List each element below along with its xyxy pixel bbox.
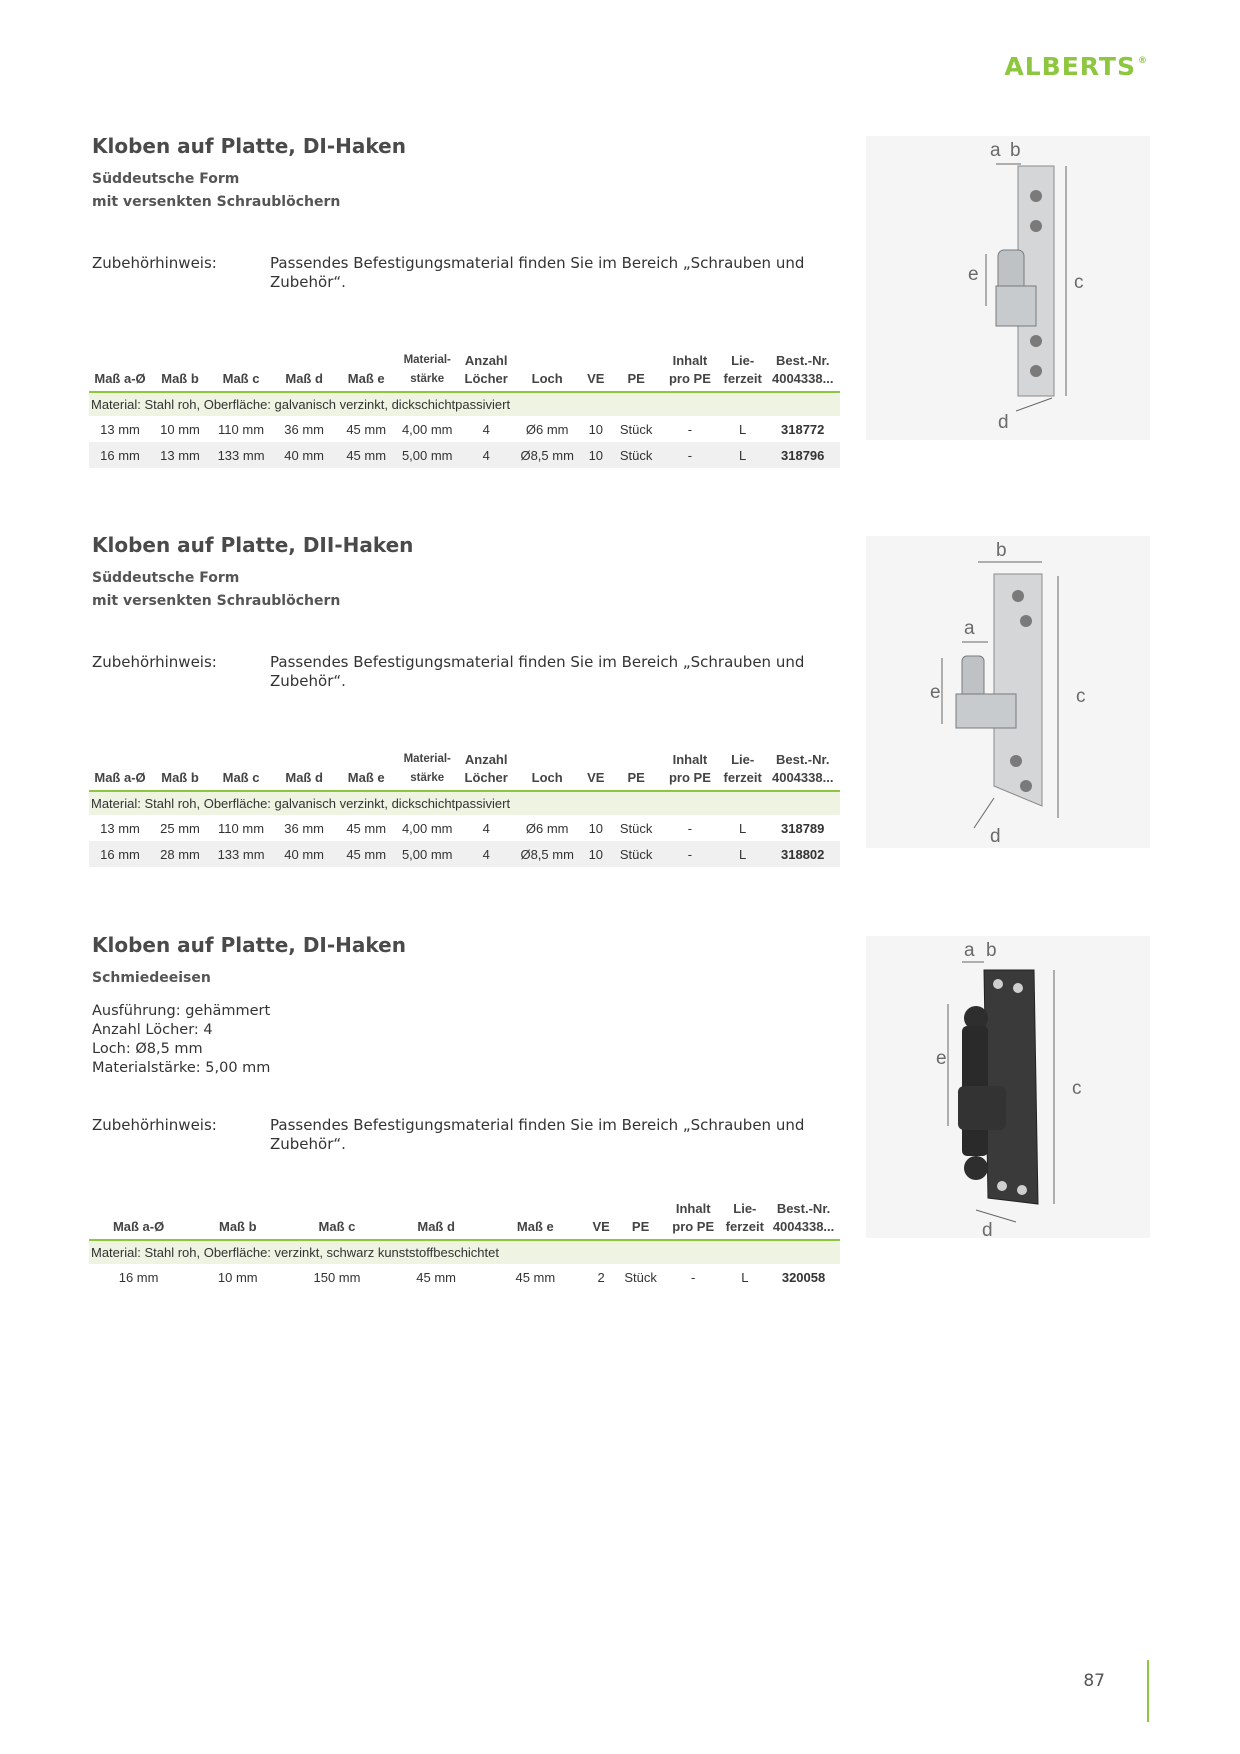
order-number: 318796 xyxy=(765,442,840,468)
product-subtitle: mit versenkten Schraublöchern xyxy=(92,593,341,609)
svg-text:d: d xyxy=(998,412,1009,433)
product-title: Kloben auf Platte, DI-Haken xyxy=(92,134,406,158)
svg-text:c: c xyxy=(1076,686,1086,707)
page-number-divider xyxy=(1147,1660,1149,1722)
accessory-hint: Zubehörhinweis: Passendes Befestigungsmaterial finden Sie im Bereich „Schrauben und Zubehör“. xyxy=(92,254,805,291)
svg-text:e: e xyxy=(968,264,979,285)
order-number: 320058 xyxy=(781,1269,826,1285)
svg-text:b: b xyxy=(996,540,1007,561)
material-row: Material: Stahl roh, Oberfläche: galvanisch verzinkt, dickschichtpassiviert xyxy=(89,392,840,416)
table-row: 13 mm 10 mm 110 mm 36 mm 45 mm 4,00 mm 4 Ø6 mm 10 Stück - L 318772 xyxy=(89,416,840,442)
order-number: 318789 xyxy=(781,820,825,836)
accessory-hint: Zubehörhinweis: Passendes Befestigungsmaterial finden Sie im Bereich „Schrauben und Zubehör“. xyxy=(92,653,805,690)
svg-text:e: e xyxy=(936,1048,947,1069)
svg-text:d: d xyxy=(990,826,1001,847)
page-number: 87 xyxy=(1083,1671,1105,1691)
table-row: 16 mm 28 mm 133 mm 40 mm 45 mm 5,00 mm 4 Ø8,5 mm 10 Stück - L 318802 xyxy=(89,841,840,867)
product-subtitle: mit versenkten Schraublöchern xyxy=(92,194,341,210)
hinge-diagram xyxy=(866,536,1150,848)
brand-logo: ALBERTS ® xyxy=(1004,52,1148,81)
product-title: Kloben auf Platte, DI-Haken xyxy=(92,933,406,957)
table-header-row: Maß a-Ø Maß b Maß c Maß d Maß e Material- stärke Anzahl Löcher Loch VE PE Inhalt pro PE Lie- ferzeit Best.-Nr. 4004338... xyxy=(89,749,840,791)
product-image-2 xyxy=(866,536,1150,848)
table-row: 16 mm 10 mm 150 mm 45 mm 45 mm 2 Stück - L 320058 xyxy=(89,1264,840,1290)
material-row: Material: Stahl roh, Oberfläche: verzinkt, schwarz kunststoffbeschichtet xyxy=(89,1240,840,1264)
product-title: Kloben auf Platte, DII-Haken xyxy=(92,533,414,557)
table-header-row: Maß a-Ø Maß b Maß c Maß d Maß e VE PE Inhalt pro PE Lie- ferzeit Best.-Nr. 4004338... xyxy=(89,1200,840,1240)
hinge-diagram xyxy=(866,136,1150,440)
product-subtitle: Süddeutsche Form xyxy=(92,171,240,187)
product-image-3 xyxy=(866,936,1150,1238)
hinge-diagram xyxy=(866,936,1150,1238)
accessory-hint: Zubehörhinweis: Passendes Befestigungsmaterial finden Sie im Bereich „Schrauben und Zubehör“. xyxy=(92,1116,805,1153)
product-subtitle: Süddeutsche Form xyxy=(92,570,240,586)
svg-text:a: a xyxy=(964,940,975,961)
table-row: 16 mm 13 mm 133 mm 40 mm 45 mm 5,00 mm 4 Ø8,5 mm 10 Stück - L 318796 xyxy=(89,442,840,468)
product-image-1 xyxy=(866,136,1150,440)
table-row: 13 mm 25 mm 110 mm 36 mm 45 mm 4,00 mm 4 Ø6 mm 10 Stück - L 318789 xyxy=(89,815,840,841)
svg-text:a: a xyxy=(964,618,975,639)
product-table-1 xyxy=(89,350,840,468)
svg-text:e: e xyxy=(930,682,941,703)
svg-text:c: c xyxy=(1074,272,1084,293)
order-number: 318772 xyxy=(781,421,825,437)
order-number: 318802 xyxy=(765,841,840,867)
table-header-row: Maß a-Ø Maß b Maß c Maß d Maß e Material- stärke Anzahl Löcher Loch VE PE Inhalt pro PE Lie- ferzeit Best.-Nr. 4004338... xyxy=(89,350,840,392)
svg-text:d: d xyxy=(982,1220,993,1238)
product-subtitle: Schmiedeeisen xyxy=(92,970,211,986)
material-row: Material: Stahl roh, Oberfläche: galvanisch verzinkt, dickschichtpassiviert xyxy=(89,791,840,815)
product-table-2 xyxy=(89,749,840,867)
product-table-3 xyxy=(89,1200,840,1290)
svg-text:b: b xyxy=(986,940,997,961)
svg-text:b: b xyxy=(1010,140,1021,161)
svg-text:a: a xyxy=(990,140,1001,161)
spec-list: Ausführung: gehämmert Anzahl Löcher: 4 Loch: Ø8,5 mm Materialstärke: 5,00 mm xyxy=(92,1003,271,1076)
svg-text:c: c xyxy=(1072,1078,1082,1099)
